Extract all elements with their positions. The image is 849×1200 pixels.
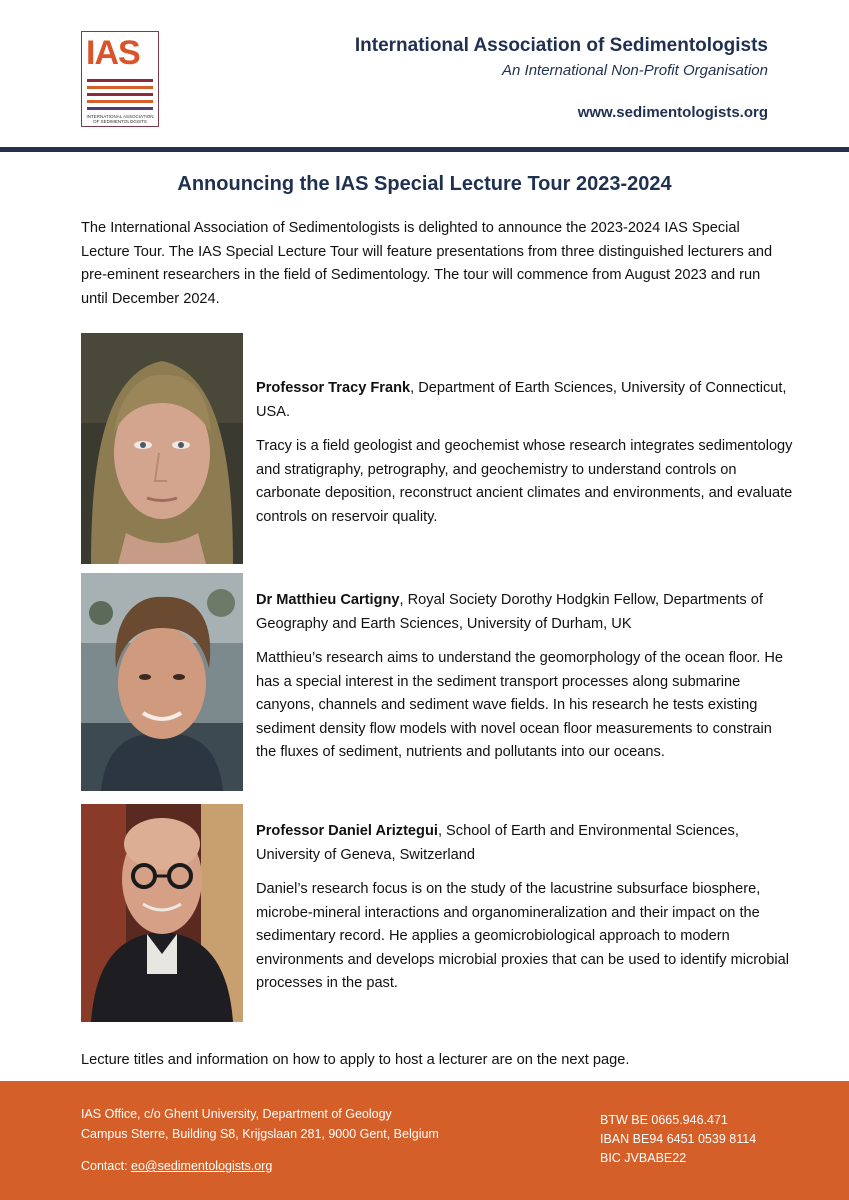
lecturer-affiliation: , School of Earth and Environmental Sciences, University of Geneva, Switzerland	[256, 823, 739, 863]
lecturer-heading	[256, 820, 796, 867]
lecturer-photo-cartigny	[81, 573, 243, 791]
footer-address-block	[81, 1104, 439, 1176]
footer	[0, 1081, 849, 1200]
website-link[interactable]: www.sedimentologists.org	[577, 104, 768, 121]
lecturer-affiliation: , Royal Society Dorothy Hodgkin Fellow, Departments of Geography and Earth Sciences, University of Durham, UK	[256, 592, 763, 632]
contact-label: Contact:	[81, 1159, 132, 1173]
logo-stripe	[87, 86, 153, 89]
lecturer-bio-frank	[256, 377, 796, 529]
ias-logo	[81, 31, 159, 127]
lecturer-heading	[256, 377, 796, 424]
footer-address-line: Campus Sterre, Building S8, Krijgslaan 281, 9000 Gent, Belgium	[81, 1127, 439, 1141]
lecturer-name: Professor Tracy Frank	[256, 380, 411, 396]
header-divider	[0, 147, 849, 152]
logo-subtext: INTERNATIONAL ASSOCIATION OF SEDIMENTOLOGISTS	[86, 114, 154, 124]
lecturer-name: Professor Daniel Ariztegui	[256, 823, 438, 839]
lecturer-photo-frank	[81, 333, 243, 564]
footer-bank-block	[600, 1111, 756, 1168]
org-subtitle: An International Non-Profit Organisation	[502, 62, 768, 79]
intro-paragraph: The International Association of Sedimentologists is delighted to announce the 2023-2024 IAS Special Lecture Tour. The IAS Special Lecture Tour will feature presentations from three distinguished lecturers and pre-eminent researchers in the field of Sedimentology. The tour will commence from August 2023 and run until December 2024.	[81, 220, 773, 307]
logo-stripe	[87, 100, 153, 103]
lecturer-photo-ariztegui	[81, 804, 243, 1022]
logo-stripe	[87, 93, 153, 96]
logo-stripe	[87, 107, 153, 110]
lecturer-description: Matthieu’s research aims to understand the geomorphology of the ocean floor. He has a special interest in the sediment transport processes along submarine canyons, channels and sediment wave fields. In his research he tests existing sediment density flow models with novel ocean floor measurements to constrain the fluxes of sediment, nutrients and pollutants into our oceans.	[256, 650, 784, 760]
closing-note: Lecture titles and information on how to apply to host a lecturer are on the next page.	[81, 1052, 630, 1068]
logo-text: IAS	[86, 34, 140, 72]
logo-stripe	[87, 79, 153, 82]
lecturer-bio-cartigny	[256, 589, 796, 765]
footer-btw: BTW BE 0665.946.471	[600, 1113, 728, 1127]
lecturer-description: Daniel’s research focus is on the study of the lacustrine subsurface biosphere, microbe-mineral interactions and organomineralization and their impact on the sedimentary record. He applies a geomicrobiological approach to modern environments and develops microbial proxies that can be used to identify microbial processes in the past.	[256, 881, 789, 991]
lecturer-heading	[256, 589, 796, 636]
lecturer-description: Tracy is a field geologist and geochemist whose research integrates sedimentology and stratigraphy, petrography, and geochemistry to understand controls on carbonate deposition, reconstruct ancient climates and environments, and evaluate controls on reservoir quality.	[256, 438, 793, 525]
lecturer-name: Dr Matthieu Cartigny	[256, 592, 400, 608]
lecturer-affiliation: , Department of Earth Sciences, University of Connecticut, USA.	[256, 380, 787, 420]
lecturer-bio-ariztegui	[256, 820, 796, 996]
page-title: Announcing the IAS Special Lecture Tour 2023-2024	[177, 173, 672, 195]
footer-contact	[81, 1156, 439, 1176]
org-name: International Association of Sedimentologists	[354, 35, 768, 56]
footer-bic: BIC JVBABE22	[600, 1151, 687, 1165]
footer-address-line: IAS Office, c/o Ghent University, Department of Geology	[81, 1107, 392, 1121]
contact-email-link[interactable]: eo@sedimentologists.org	[131, 1159, 273, 1173]
footer-iban: IBAN BE94 6451 0539 8114	[600, 1132, 757, 1146]
